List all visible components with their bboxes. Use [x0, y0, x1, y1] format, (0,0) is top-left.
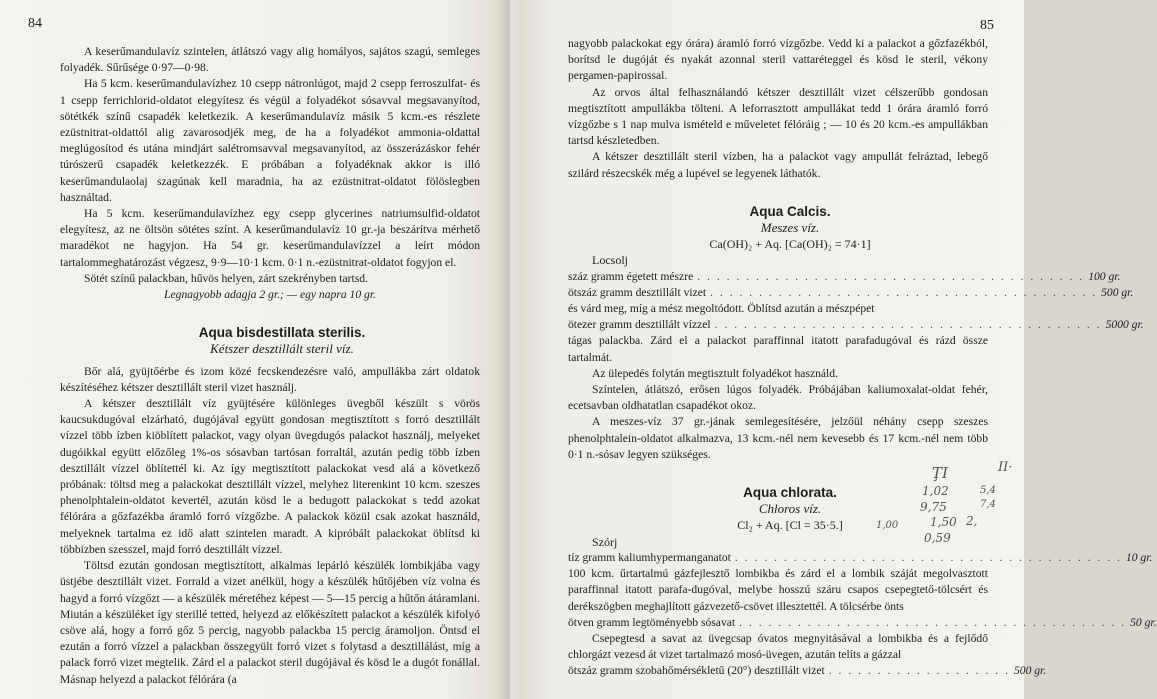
recipe-ingredient: ötven gramm legtöményebb sósavat	[568, 615, 736, 629]
recipe-amount: 500 gr.	[1013, 664, 1047, 678]
handwritten-note: 2,	[966, 514, 978, 528]
recipe-row: tíz gramm kaliumhypermanganatot . . . . . . . . . . . . . . . . . . . . . . . . . . . . . . . . . . . . . . . . 10 gr.	[568, 550, 988, 566]
section-heading: Aqua chlorata.	[743, 485, 837, 501]
chemical-formula: Cl₂ + Aq. [Cl = 35·5.]	[737, 518, 843, 533]
paragraph: Csepegtesd a savat az üvegcsap óvatos megnyitásával a lombikba és a fejlődő chlorgázt vezesd át vizet tartalmazó mosó-üvegen, azután telíts a gázzal	[568, 631, 988, 662]
handwritten-note: 5,4	[980, 485, 996, 496]
handwritten-note: 1,00	[876, 520, 899, 531]
recipe-amount: 50 gr.	[1130, 615, 1157, 629]
handwritten-note: II·	[998, 460, 1013, 475]
chemical-formula: Ca(OH)₂ + Aq. [Ca(OH)₂ = 74·1]	[709, 237, 871, 252]
handwritten-note: 9,75	[920, 500, 947, 514]
recipe-ingredient: ötezer gramm desztillált vízzel	[568, 318, 711, 332]
recipe-ingredient: száz gramm égetett mészre	[568, 269, 694, 283]
recipe-ingredient: ötszáz gramm desztillált vizet	[568, 285, 707, 299]
handwritten-note: 1,02	[922, 484, 949, 498]
paragraph: Sötét színű palackban, hűvös helyen, zárt szekrényben tartsd.	[84, 271, 368, 285]
paragraph: és várd meg, míg a mész megoltódott. Öblítsd azután a mészpépet	[568, 302, 875, 316]
paragraph: Ha 5 kcm. keserűmandulavízhez egy csepp glycerines natriumsulfid-oldatot elegyítesz, az ne öltsön sötétes színt. A keserűmandulavíz 10 gr.-ja beszárítva mérhető maradékot ne hagyjon. Ha 54 gr. keserűmandulavízzel a leírt módon tartalommeghatározást végzesz, 9·9—10·1 kcm. 0·1 n.-ezüstnitrat-oldatot fogyjon el.	[60, 207, 480, 269]
recipe-row: ötezer gramm desztillált vízzel . . . . . . . . . . . . . . . . . . . . . . . . . . . . . . . . . . . . . . . . 5000 gr.	[568, 317, 988, 333]
recipe-row: ötszáz gramm desztillált vizet . . . . . . . . . . . . . . . . . . . . . . . . . . . . . . . . . . . . . . . . 500 gr.	[568, 285, 988, 301]
recipe-amount: 500 gr.	[1101, 285, 1134, 299]
recipe-row: ötszáz gramm szobahőmérsékletű (20°) desztillált vizet . . . . . . . . . . . . . . . . . . . 500 gr.	[568, 663, 988, 679]
paragraph: Töltsd ezután gondosan megtisztított, alkalmas lepárló készülék lombikjába vagy üstjébe desztillált vizet. Forrald a vizet anélkül, hogy a készülék hűtőjében víz volna és hagyd a forró vízgőzt — a készülék méretéhez képest — 5—15 percig a hűtőn átáramlani. Miután a készüléket így sterillé tetted, helyezd az előkészített palackot a készülék kifolyó csöve alá, hogy a forró gőz 5 percig, nagyobb palackba 15 percig áramoljon. Öntsd el ezután a forró vízzel a palackban összegyült forró vizet s folytasd a desztillálást, míg a palack forró vizet megtelik. Zárd el a palackot steril dugójával és kösd le a dugót fonállal. Másnap helyezd a palackot félórára (a	[60, 559, 480, 686]
section-subheading: Kétszer desztillált steril víz.	[210, 341, 354, 357]
paragraph: nagyobb palackokat egy órára) áramló forró vízgőzbe. Vedd ki a palackot a gőzfazékból, borítsd le dugóját és nyakát azonnal steril vattarétеggel és kösd le steril, vékony pergamen-papirossal.	[568, 37, 988, 83]
handwritten-note: 1,50	[930, 515, 957, 529]
section-heading: Aqua bisdestillata sterilis.	[198, 325, 366, 341]
paragraph: Színtelen, átlátszó, erősen lúgos folyadék. Próbájában kaliumoxalat-oldat fehér, ecetsavban oldhatatlan csapadékot okoz.	[568, 383, 988, 413]
paragraph: Az orvos által felhasználandó kétszer desztillált vizet célszerűbb gondosan megtisztított ampullákba tölteni. A leforrasztott ampullákat tedd 1 órára áramló forró vízgőzbe s 1 nap mulva ismételd e műveletet félóráig ; — 10 és 20 kcm.-es ampullákban tartsd készletedben.	[568, 85, 988, 148]
handwritten-note: 0,59	[924, 531, 951, 545]
recipe-ingredient: tíz gramm kaliumhypermanganatot	[568, 550, 731, 564]
handwritten-note: ŢI	[932, 464, 948, 482]
page-number: 85	[980, 18, 994, 33]
recipe-label: Locsolj	[592, 253, 628, 268]
paragraph: A kétszer desztillált steril vízben, ha a palackot vagy ampullát felráztad, lebegő szilárd részecskék még a lupével se legyenek láthatók.	[568, 150, 988, 180]
paragraph: 100 kcm. űrtartalmú gázfejlesztő lombikba és zárd el a lombik száját megolvasztott paraffinnal itatott parafa-dugóval, melybe hosszú száru csapos csepegtető-tölcsért és derékszögben meghajlított gázvezető-csövet illesztettél. A tölcsérbe önts	[568, 567, 988, 613]
recipe-row: ötven gramm legtöményebb sósavat . . . . . . . . . . . . . . . . . . . . . . . . . . . . . . . . . . . . . . . . 50 gr.	[568, 615, 988, 631]
book-gutter	[498, 0, 522, 699]
dosage-line: Legnagyobb adagja 2 gr.; — egy napra 10 gr.	[164, 288, 376, 302]
right-page	[510, 0, 1157, 699]
section-subheading: Meszes víz.	[760, 220, 820, 236]
recipe-label: Szórj	[592, 534, 618, 549]
paragraph: tágas palackba. Zárd el a palackot paraffinnal itatott parafadugóval és rázd össze tartalmát.	[568, 334, 988, 364]
paragraph: A meszes-víz 37 gr.-jának semlegesítésére, jelzőül néhány csepp szeszes phenolphtalein-oldatot alkalmazva, 13 kcm.-nél nem kevesebb és 17 kcm.-nél nem több 0·1 n.-sósav legyen szükséges.	[568, 415, 988, 461]
recipe-amount: 5000 gr.	[1105, 318, 1144, 332]
section-heading: Aqua Calcis.	[749, 203, 831, 219]
recipe-ingredient: ötszáz gramm szobahőmérsékletű (20°) desztillált vizet	[568, 664, 825, 678]
paragraph: A kétszer desztillált víz gyüjtésére különleges üvegből készült s vörös kaucsukdugóval elzárható, dugójával együtt gondosan megtisztított s forró desztillált vízzel több ízben kiöblített palackot, vagy olyan üvegdugós palackot használj, melyeket dugóikkal együtt előzőleg 1%-os sósavban tartósan forraltál, azután pedig több ízben desztillált vízzel öblítettél ki. Az így megtisztított palackokat vesd alá a következő próbának: töltsd meg a palackokat desztillált vízzel, melyhez literenkint 10 kcm. szeszes phenolphtalein-oldatot kevertél, azután kösd le a bedugott palackokat s tedd azokat félórára a gőzfazékba áramló forró vízgőzbe. A palackok közül csak azokat használd, melyeknek tartalma ez idő alatt szintelen maradt. A kipróbált palackokat öblítsd ki többizben szesszel, majd forró desztillált vízzel.	[60, 397, 480, 556]
paragraph: Az ülepedés folytán megtisztult folyadékot használd.	[592, 366, 838, 380]
paragraph: Ha 5 kcm. keserűmandulavízhez 10 csepp nátronlúgot, majd 2 csepp ferroszulfat- és 1 csepp ferrichlorid-oldatot elegyítesz és végül a folyadékot sósavval megsavanyítod, sötétkék színű csapadék keletkezik. A keserűmandulavíz másik 5 kcm.-es részlete ezüstnitrat-oldattól alig zavarosodjék meg, de ha a folyadékot ammonia-oldattal meglúgosítod és utána mindjárt salétromsavval megsavanyítod, az összerázáskor fehér túrószerű csapadék keletkezzék. E próbában a folyadéknak akkor is illó keserűmandulaolaj szagúnak kell maradnia, ha az ezüstnitrat-oldatot fölöslegben használtad.	[60, 77, 480, 204]
paragraph: Bőr alá, gyüjtőérbe és izom közé fecskendezésre való, ampullákba zárt oldatok készítéséhez kétszer desztillált steril vizet használj.	[60, 364, 480, 394]
handwritten-note: 7,4	[980, 499, 996, 510]
recipe-amount: 100 gr.	[1088, 269, 1121, 283]
recipe-row: száz gramm égetett mészre . . . . . . . . . . . . . . . . . . . . . . . . . . . . . . . . . . . . . . . . 100 gr.	[568, 269, 988, 285]
left-text-column	[60, 44, 480, 688]
left-page	[0, 0, 510, 699]
page-number: 84	[28, 16, 42, 31]
paragraph: A keserűmandulavíz szintelen, átlátszó vagy alig homályos, sajátos szagú, semleges folyadék. Sűrűsége 0·97—0·98.	[60, 45, 480, 75]
recipe-amount: 10 gr.	[1125, 550, 1153, 564]
section-subheading: Chloros víz.	[758, 501, 822, 517]
